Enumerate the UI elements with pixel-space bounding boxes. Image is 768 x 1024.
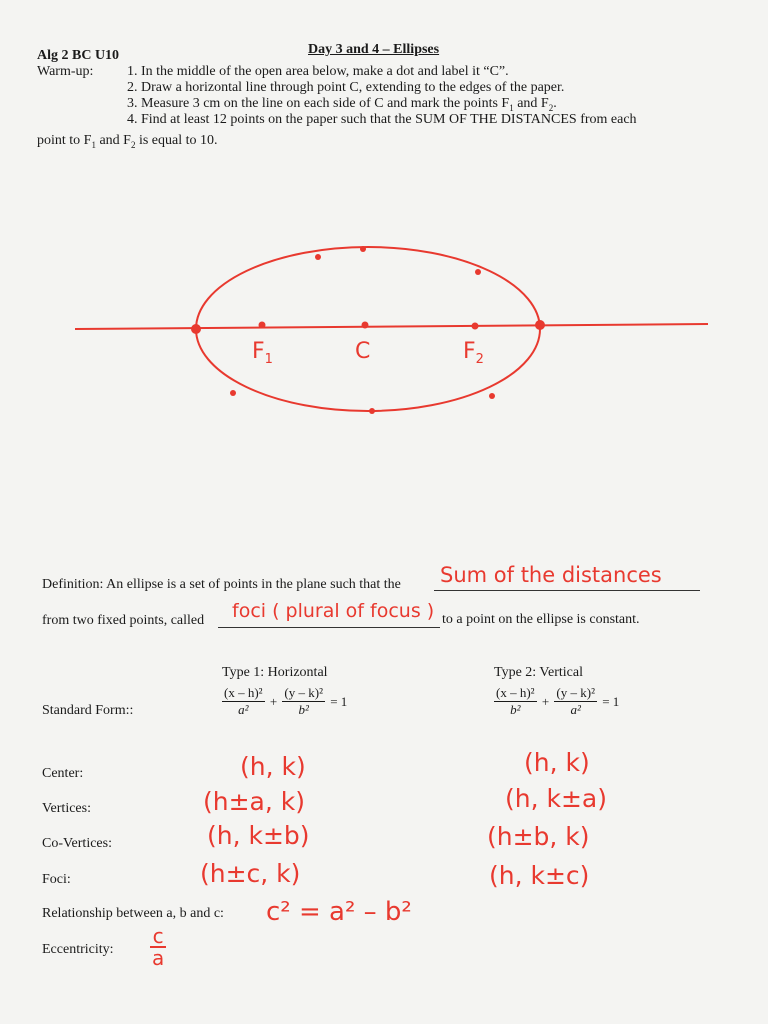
- warmup-step-2: 2. Draw a horizontal line through point C, extending to the edges of the paper.: [127, 80, 565, 95]
- warmup-step-1: 1. In the middle of the open area below, make a dot and label it “C”.: [127, 64, 509, 79]
- co-vertices-type2: (h±b, k): [487, 822, 590, 851]
- definition-blank-2: [218, 627, 440, 628]
- foci-type2: (h, k±c): [489, 861, 590, 890]
- focus-point-f2: [472, 323, 479, 330]
- ellipse-point: [315, 254, 321, 260]
- warmup-step-4-continued: point to $F_1$ and $F_2$ is equal to 10.: [37, 133, 218, 150]
- ellipse-point: [369, 408, 375, 414]
- eccentricity-numerator: c: [150, 926, 166, 948]
- vertices-type1: (h±a, k): [203, 787, 305, 816]
- relationship-label: Relationship between a, b and c:: [42, 906, 224, 921]
- ellipse-diagram: [0, 230, 768, 430]
- center-point-c: [362, 322, 369, 329]
- vertex-point-left: [191, 324, 201, 334]
- type1-heading: Type 1: Horizontal: [222, 665, 328, 680]
- foci-label: Foci:: [42, 872, 71, 887]
- center-type1: (h, k): [240, 752, 306, 781]
- relationship-answer: c² = a² – b²: [266, 897, 412, 927]
- foci-type1: (h±c, k): [200, 859, 301, 888]
- eccentricity-label: Eccentricity:: [42, 942, 114, 957]
- vertices-type2: (h, k±a): [505, 784, 607, 813]
- vertices-label: Vertices:: [42, 801, 91, 816]
- co-vertices-type1: (h, k±b): [207, 821, 310, 850]
- focus-point-f1: [259, 322, 266, 329]
- ellipse-point: [475, 269, 481, 275]
- course-code: Alg 2 BC U10: [37, 48, 120, 63]
- definition-line2-prefix: from two fixed points, called: [42, 613, 205, 628]
- label-f1: $F_1$: [252, 339, 273, 367]
- page-title: Day 3 and 4 – Ellipses: [308, 42, 440, 57]
- definition-line2-suffix: to a point on the ellipse is constant.: [442, 612, 640, 627]
- definition-answer-1: Sum of the distances: [440, 563, 662, 587]
- label-c: C: [355, 339, 371, 364]
- eccentricity-denominator: a: [152, 946, 165, 970]
- warmup-step-4: 4. Find at least 12 points on the paper such that the SUM OF THE DISTANCES from each: [127, 112, 637, 127]
- type2-heading: Type 2: Vertical: [494, 665, 583, 680]
- ellipse-point: [489, 393, 495, 399]
- co-vertices-label: Co-Vertices:: [42, 836, 112, 851]
- ellipse-curve: [196, 247, 540, 411]
- warmup-label: Warm-up:: [37, 64, 94, 79]
- ellipse-point: [360, 246, 366, 252]
- definition-prefix: Definition: An ellipse is a set of points in the plane such that the: [42, 577, 401, 592]
- horizontal-axis-line: [75, 324, 708, 329]
- center-label: Center:: [42, 766, 84, 781]
- ellipse-point: [230, 390, 236, 396]
- label-f2: $F_2$: [463, 339, 484, 367]
- eccentricity-answer: [150, 926, 166, 968]
- definition-answer-2: foci ( plural of focus ): [232, 600, 435, 622]
- type1-standard-form: $\frac{\text{(x – h)²}}{\text{a²}}$ + $\frac{\text{(y – k)²}}{\text{b²}}$ = 1: [224, 685, 348, 717]
- type2-standard-form: $\frac{\text{(x – h)²}}{\text{b²}}$ + $\frac{\text{(y – k)²}}{\text{a²}}$ = 1: [496, 685, 620, 717]
- center-type2: (h, k): [524, 748, 590, 777]
- definition-blank-1: [434, 590, 700, 591]
- warmup-step-3: 3. Measure 3 cm on the line on each side of C and mark the points $F_1$ and $F_2$.: [127, 96, 557, 113]
- standard-form-label: Standard Form::: [42, 703, 134, 718]
- vertex-point-right: [535, 320, 545, 330]
